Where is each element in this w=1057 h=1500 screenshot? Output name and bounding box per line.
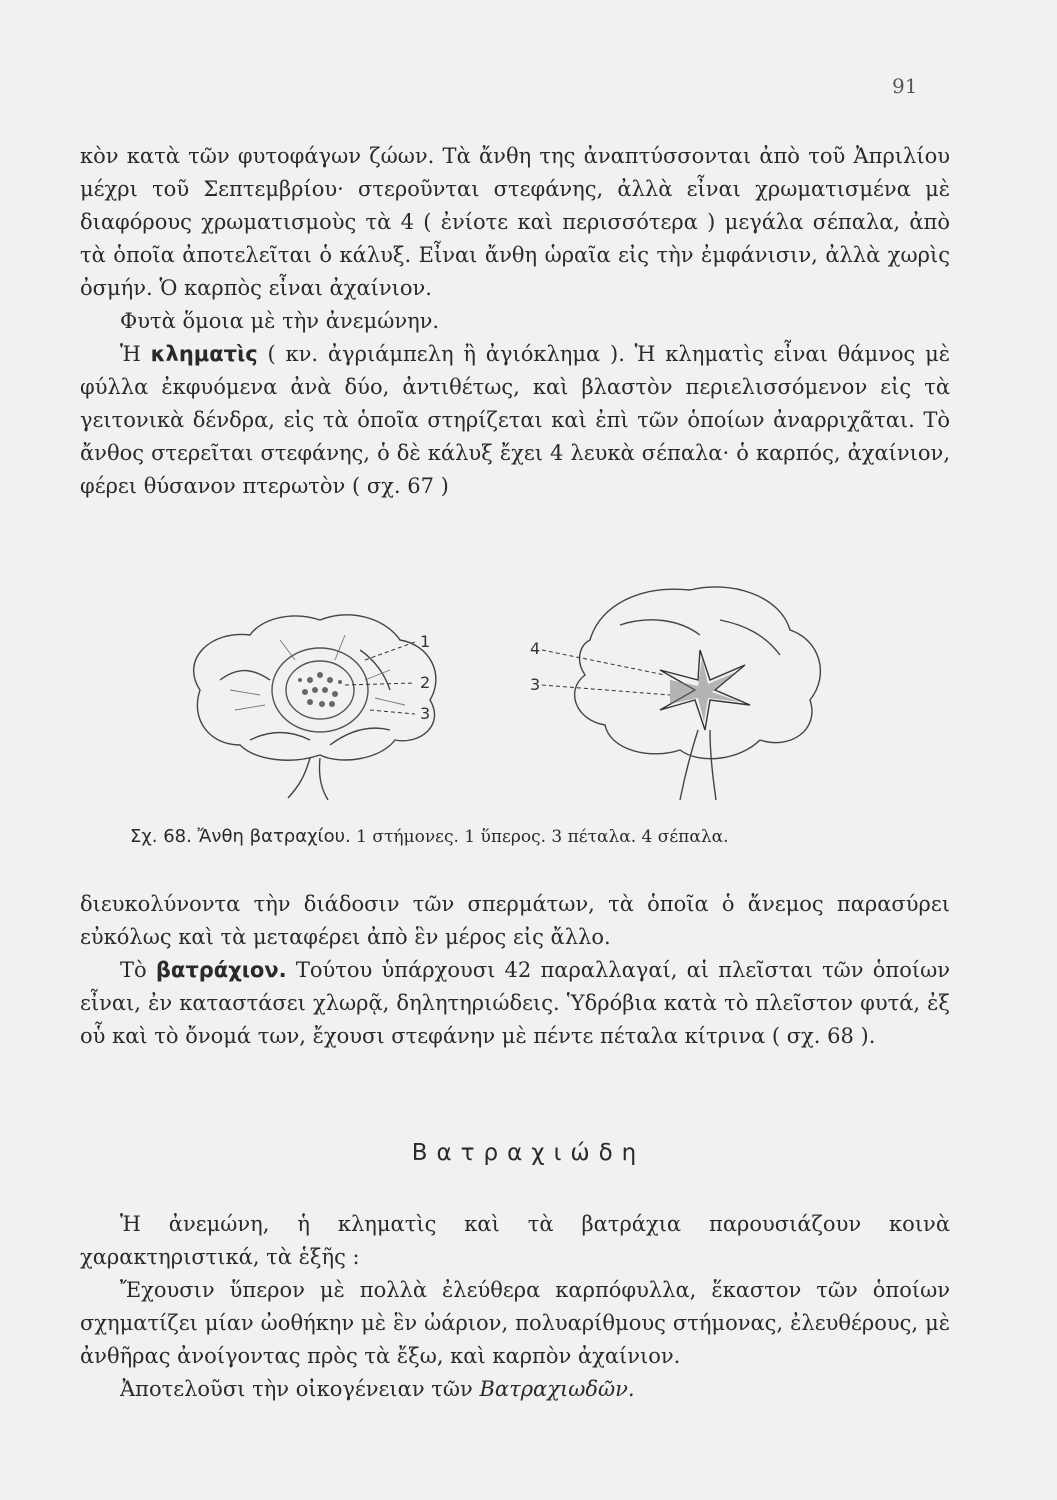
section-heading: Βατραχιώδη [411, 1140, 646, 1166]
family-name: Βατραχιωδῶν. [479, 1377, 635, 1401]
clematis-term: κληματὶς [150, 342, 258, 366]
figure-caption [130, 826, 950, 847]
text-block-middle [80, 888, 950, 1053]
clematis-intro: Ἡ [120, 342, 151, 366]
figure-caption-legend: 1 στήμονες. 1 ὕπερος. 3 πέταλα. 4 σέπαλα. [356, 827, 729, 847]
paragraph-family [80, 1373, 950, 1406]
figure-buttercup-flowers [160, 580, 950, 800]
paragraph-traits-detail: Ἔχουσιν ὕπερον μὲ πολλὰ ἐλεύθερα καρπόφυλλα, ἕκαστον τῶν ὁποίων σχηματίζει μίαν ὠοθήκην μὲ ἓν ὠάριον, πολυαρίθμους στήμονας, ἐλευθέρους, μὲ ἀνθῆρας ἀνοίγοντας πρὸς τὰ ἔξω, καὶ καρπὸν ἀχαίνιον. [80, 1278, 950, 1368]
clematis-text: ( κν. ἀγριάμπελη ἢ ἀγιόκλημα ). Ἡ κληματὶς εἶναι θάμνος μὲ φύλλα ἐκφυόμενα ἀνὰ δύο, ἀντιθέτως, καὶ βλαστὸν περιελισσόμενον εἰς τὰ γειτονικὰ δένδρα, εἰς τὰ ὁποῖα στηρίζεται καὶ ἐπὶ τῶν ὁποίων ἀναρριχᾶται. Τὸ ἄνθος στερεῖται στεφάνης, ὁ δὲ κάλυξ ἔχει 4 λευκὰ σέπαλα· ὁ καρπός, ἀχαίνιον, φέρει θύσανον πτερωτὸν ( σχ. 67 ) [80, 342, 951, 498]
paragraph-clematis [80, 338, 950, 503]
paragraph-anemone-description: κὸν κατὰ τῶν φυτοφάγων ζώων. Τὰ ἄνθη της ἀναπτύσσονται ἀπὸ τοῦ Ἀπριλίου μέχρι τοῦ Σεπτεμβρίου· στεροῦνται στεφάνης, ἀλλὰ εἶναι χρωματισμένα μὲ διαφόρους χρωματισμοὺς τὰ 4 ( ἐνίοτε καὶ περισσότερα ) μεγάλα σέπαλα, ἀπὸ τὰ ὁποῖα ἀποτελεῖται ὁ κάλυξ. Εἶναι ἄνθη ὡραῖα εἰς τὴν ἐμφάνισιν, ἀλλὰ χωρὶς ὀσμήν. Ὁ καρπὸς εἶναι ἀχαίνιον. [80, 144, 950, 300]
paragraph-buttercup [80, 954, 950, 1053]
flower-top-view-illustration [160, 580, 480, 800]
text-block-bottom [80, 1208, 950, 1406]
paragraph-similar-plants: Φυτὰ ὅμοια μὲ τὴν ἀνεμώνην. [120, 309, 440, 333]
buttercup-term: βατράχιον. [155, 958, 287, 982]
left-label-3: 3 [420, 704, 431, 723]
figure-caption-label: Σχ. 68. Ἄνθη βατραχίου. [130, 826, 351, 847]
flower-underside-illustration [530, 580, 950, 800]
right-label-4: 4 [530, 639, 541, 658]
family-intro: Ἀποτελοῦσι τὴν οἰκογένειαν τῶν [120, 1377, 480, 1401]
buttercup-text: Τούτου ὑπάρχουσι 42 παραλλαγαί, αἱ πλεῖσται τῶν ὁποίων εἶναι, ἐν καταστάσει χλωρᾷ, δηλητηριώδεις. Ὑδρόβια κατὰ τὸ πλεῖστον φυτά, ἐξ οὗ καὶ τὸ ὄνομά των, ἔχουσι στεφάνην μὲ πέντε πέταλα κίτρινα ( σχ. 68 ). [80, 958, 951, 1048]
left-label-1: 1 [420, 632, 431, 651]
text-block-top [80, 140, 950, 503]
paragraph-common-traits: Ἡ ἀνεμώνη, ἡ κληματὶς καὶ τὰ βατράχια παρουσιάζουν κοινὰ χαρακτηριστικά, τὰ ἑξῆς : [80, 1212, 950, 1269]
paragraph-seed-dispersal: διευκολύνοντα τὴν διάδοσιν τῶν σπερμάτων, τὰ ὁποῖα ὁ ἄνεμος παρασύρει εὐκόλως καὶ τὰ μεταφέρει ἀπὸ ἓν μέρος εἰς ἄλλο. [80, 892, 950, 949]
page-number: 91 [892, 74, 918, 98]
left-label-2: 2 [420, 673, 431, 692]
right-label-3: 3 [530, 675, 541, 694]
buttercup-intro: Τὸ [120, 958, 156, 982]
